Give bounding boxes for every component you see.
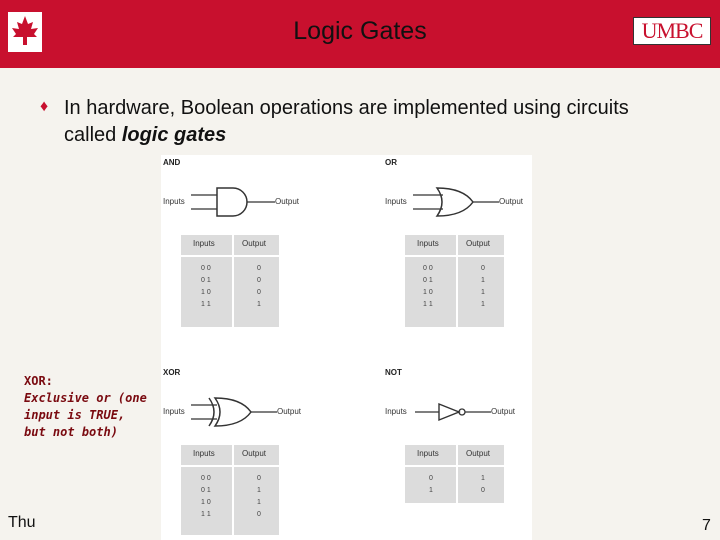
table-cell: 0 1	[423, 277, 433, 284]
bullet-emphasis: logic gates	[121, 124, 227, 146]
table-cell: 0	[257, 265, 261, 272]
bullet-text-main: In hardware, Boolean operations are implemented using circuits called	[64, 97, 629, 146]
table-header: Output	[466, 449, 491, 458]
xor-inputs-label: Inputs	[163, 407, 185, 416]
title-bar	[0, 0, 720, 68]
table-cell: 0	[257, 277, 261, 284]
footer-date: Thu	[8, 514, 36, 531]
not-output-label: Output	[491, 407, 516, 416]
table-cell: 1	[257, 487, 261, 494]
and-output-label: Output	[275, 197, 300, 206]
table-cell: 0 1	[201, 487, 211, 494]
xor-truth-table	[181, 445, 279, 535]
and-gate-title: AND	[163, 158, 181, 167]
xor-note-label: XOR:	[24, 374, 53, 388]
table-cell: 1	[481, 277, 485, 284]
table-cell: 0	[429, 475, 433, 482]
or-truth-table	[405, 235, 504, 327]
or-inputs-label: Inputs	[385, 197, 407, 206]
umbc-logo-text: UMBC	[641, 18, 703, 43]
table-cell: 1 0	[201, 289, 211, 296]
table-cell: 1	[481, 475, 485, 482]
table-cell: 1 0	[423, 289, 433, 296]
table-cell: 1	[257, 499, 261, 506]
not-truth-table	[405, 445, 504, 503]
table-cell: 1 0	[201, 499, 211, 506]
table-cell: 0	[257, 289, 261, 296]
xor-gate-symbol	[191, 395, 277, 429]
table-cell: 1	[481, 289, 485, 296]
not-gate-symbol	[415, 401, 491, 423]
table-cell: 1	[257, 301, 261, 308]
table-cell: 0	[257, 511, 261, 518]
bullet-text	[64, 95, 684, 149]
slide-title: Logic Gates	[293, 17, 427, 45]
xor-note	[24, 373, 154, 441]
table-header: Inputs	[193, 239, 215, 248]
table-cell: 1	[481, 301, 485, 308]
table-cell: 0	[257, 475, 261, 482]
xor-gate-title: XOR	[163, 368, 181, 377]
diamond-bullet-icon: ♦	[40, 98, 49, 115]
table-cell: 1 1	[201, 511, 211, 518]
table-cell: 0 0	[423, 265, 433, 272]
table-cell: 0 1	[201, 277, 211, 284]
table-cell: 1 1	[423, 301, 433, 308]
umbc-logo	[633, 17, 711, 45]
not-inputs-label: Inputs	[385, 407, 407, 416]
table-cell: 1 1	[201, 301, 211, 308]
or-output-label: Output	[499, 197, 524, 206]
and-truth-table	[181, 235, 279, 327]
logic-gates-figure	[161, 155, 532, 540]
and-gate-symbol	[191, 185, 275, 219]
table-cell: 0	[481, 265, 485, 272]
table-header: Inputs	[193, 449, 215, 458]
table-header: Inputs	[417, 449, 439, 458]
or-gate-symbol	[413, 185, 499, 219]
not-gate-title: NOT	[385, 368, 402, 377]
table-header: Inputs	[417, 239, 439, 248]
table-header: Output	[466, 239, 491, 248]
table-cell: 0	[481, 487, 485, 494]
or-gate-title: OR	[385, 158, 397, 167]
xor-output-label: Output	[277, 407, 302, 416]
xor-note-description: Exclusive or (one input is TRUE, but not both)	[24, 391, 147, 439]
table-header: Output	[242, 449, 267, 458]
table-header: Output	[242, 239, 267, 248]
table-cell: 0 0	[201, 475, 211, 482]
table-cell: 0 0	[201, 265, 211, 272]
page-number: 7	[702, 517, 711, 534]
and-inputs-label: Inputs	[163, 197, 185, 206]
table-cell: 1	[429, 487, 433, 494]
